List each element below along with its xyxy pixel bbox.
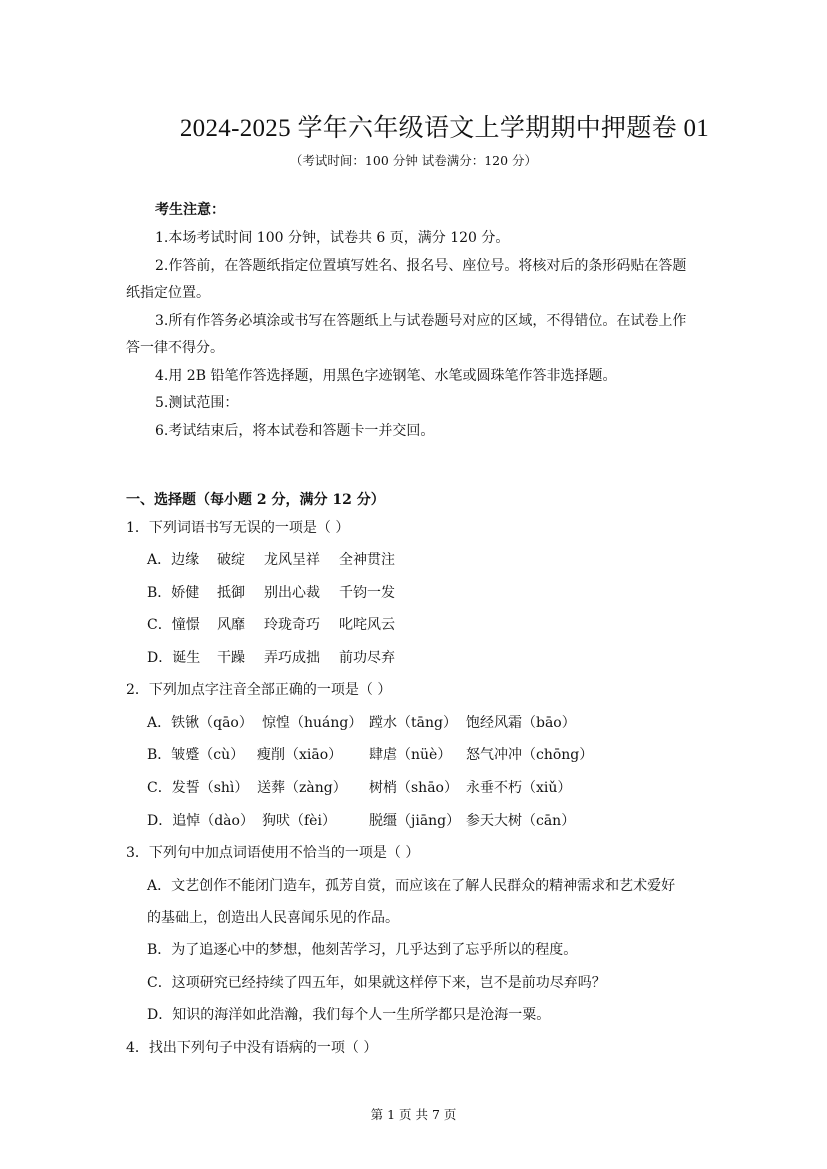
option-word: 树梢（shāo） bbox=[369, 780, 458, 796]
notice-item: 答一律不得分。 bbox=[126, 340, 224, 356]
option-word: 弄巧成拙 bbox=[264, 650, 320, 666]
answer-option bbox=[147, 616, 395, 634]
notice-item: 5.测试范围： bbox=[155, 395, 239, 411]
option-word: 全神贯注 bbox=[339, 552, 395, 568]
answer-option bbox=[147, 649, 395, 667]
option-word: B．皱蹙（cù） bbox=[147, 747, 245, 763]
notice-item: 纸指定位置。 bbox=[126, 285, 210, 301]
question-stem: 2．下列加点字注音全部正确的一项是（ ） bbox=[126, 682, 392, 698]
answer-option bbox=[147, 584, 395, 602]
option-word: C．发誓（shì） bbox=[147, 780, 249, 796]
option-word: D．诞生 bbox=[147, 650, 201, 666]
exam-info: （考试时间：100 分钟 试卷满分：120 分） bbox=[289, 153, 538, 168]
answer-option bbox=[147, 551, 395, 569]
answer-option-continued: 的基础上，创造出人民喜闻乐见的作品。 bbox=[147, 910, 399, 926]
page-title: 2024-2025 学年六年级语文上学期期中押题卷 01 bbox=[179, 115, 710, 142]
option-word: A．边缘 bbox=[147, 552, 200, 568]
answer-option: A．文艺创作不能闭门造车，孤芳自赏，而应该在了解人民群众的精神需求和艺术爱好 bbox=[147, 878, 676, 894]
option-word: 瘦削（xiāo） bbox=[257, 747, 343, 763]
option-word: 抵御 bbox=[217, 585, 245, 601]
answer-option: D．知识的海洋如此浩瀚，我们每个人一生所学都只是沧海一粟。 bbox=[147, 1007, 551, 1023]
option-word: 怒气冲冲（chōng） bbox=[466, 747, 594, 763]
option-word: 别出心裁 bbox=[264, 585, 320, 601]
notice-item: 6.考试结束后，将本试卷和答题卡一并交回。 bbox=[155, 423, 435, 439]
option-word: 千钧一发 bbox=[339, 585, 395, 601]
option-word: D．追悼（dào） bbox=[147, 813, 254, 829]
question-stem: 1．下列词语书写无误的一项是（ ） bbox=[126, 520, 350, 536]
option-word: 风靡 bbox=[217, 617, 245, 633]
notice-item: 2.作答前，在答题纸指定位置填写姓名、报名号、座位号。将核对后的条形码贴在答题 bbox=[155, 258, 687, 274]
option-word: 惊惶（huáng） bbox=[262, 715, 363, 731]
notice-item: 1.本场考试时间 100 分钟，试卷共 6 页，满分 120 分。 bbox=[155, 230, 510, 246]
answer-option bbox=[147, 812, 575, 830]
section-heading: 一、选择题（每小题 2 分，满分 12 分） bbox=[126, 492, 385, 508]
option-word: 狗吠（fèi） bbox=[262, 813, 336, 829]
notice-heading: 考生注意： bbox=[155, 202, 225, 218]
answer-option bbox=[147, 779, 571, 797]
option-word: A．铁锹（qāo） bbox=[147, 715, 253, 731]
option-word: 龙风呈祥 bbox=[264, 552, 320, 568]
option-word: 蹚水（tāng） bbox=[369, 715, 457, 731]
option-word: 玲珑奇巧 bbox=[264, 617, 320, 633]
option-word: 脱缰（jiāng） bbox=[369, 813, 461, 829]
option-word: 叱咤风云 bbox=[339, 617, 395, 633]
option-word: 参天大树（cān） bbox=[466, 813, 576, 829]
answer-option: C．这项研究已经持续了四五年，如果就这样停下来，岂不是前功尽弃吗？ bbox=[147, 975, 606, 991]
answer-option: B．为了追逐心中的梦想，他刻苦学习，几乎达到了忘乎所以的程度。 bbox=[147, 942, 578, 958]
option-word: 送葬（zàng） bbox=[257, 780, 347, 796]
option-word: 永垂不朽（xiǔ） bbox=[466, 780, 572, 796]
option-word: B．娇健 bbox=[147, 585, 200, 601]
option-word: 前功尽弃 bbox=[339, 650, 395, 666]
page-footer: 第 1 页 共 7 页 bbox=[370, 1107, 457, 1122]
notice-item: 3.所有作答务必填涂或书写在答题纸上与试卷题号对应的区域，不得错位。在试卷上作 bbox=[155, 313, 687, 329]
option-word: 破绽 bbox=[217, 552, 245, 568]
option-word: C．憧憬 bbox=[147, 617, 200, 633]
notice-item: 4.用 2B 铅笔作答选择题，用黑色字迹钢笔、水笔或圆珠笔作答非选择题。 bbox=[155, 368, 617, 384]
option-word: 干躁 bbox=[217, 650, 245, 666]
question-stem: 4．找出下列句子中没有语病的一项（ ） bbox=[126, 1040, 378, 1056]
option-word: 饱经风霜（bāo） bbox=[466, 715, 576, 731]
option-word: 肆虐（nüè） bbox=[369, 747, 452, 763]
answer-option bbox=[147, 746, 593, 764]
question-stem: 3．下列句中加点词语使用不恰当的一项是（ ） bbox=[126, 845, 420, 861]
answer-option bbox=[147, 714, 576, 732]
